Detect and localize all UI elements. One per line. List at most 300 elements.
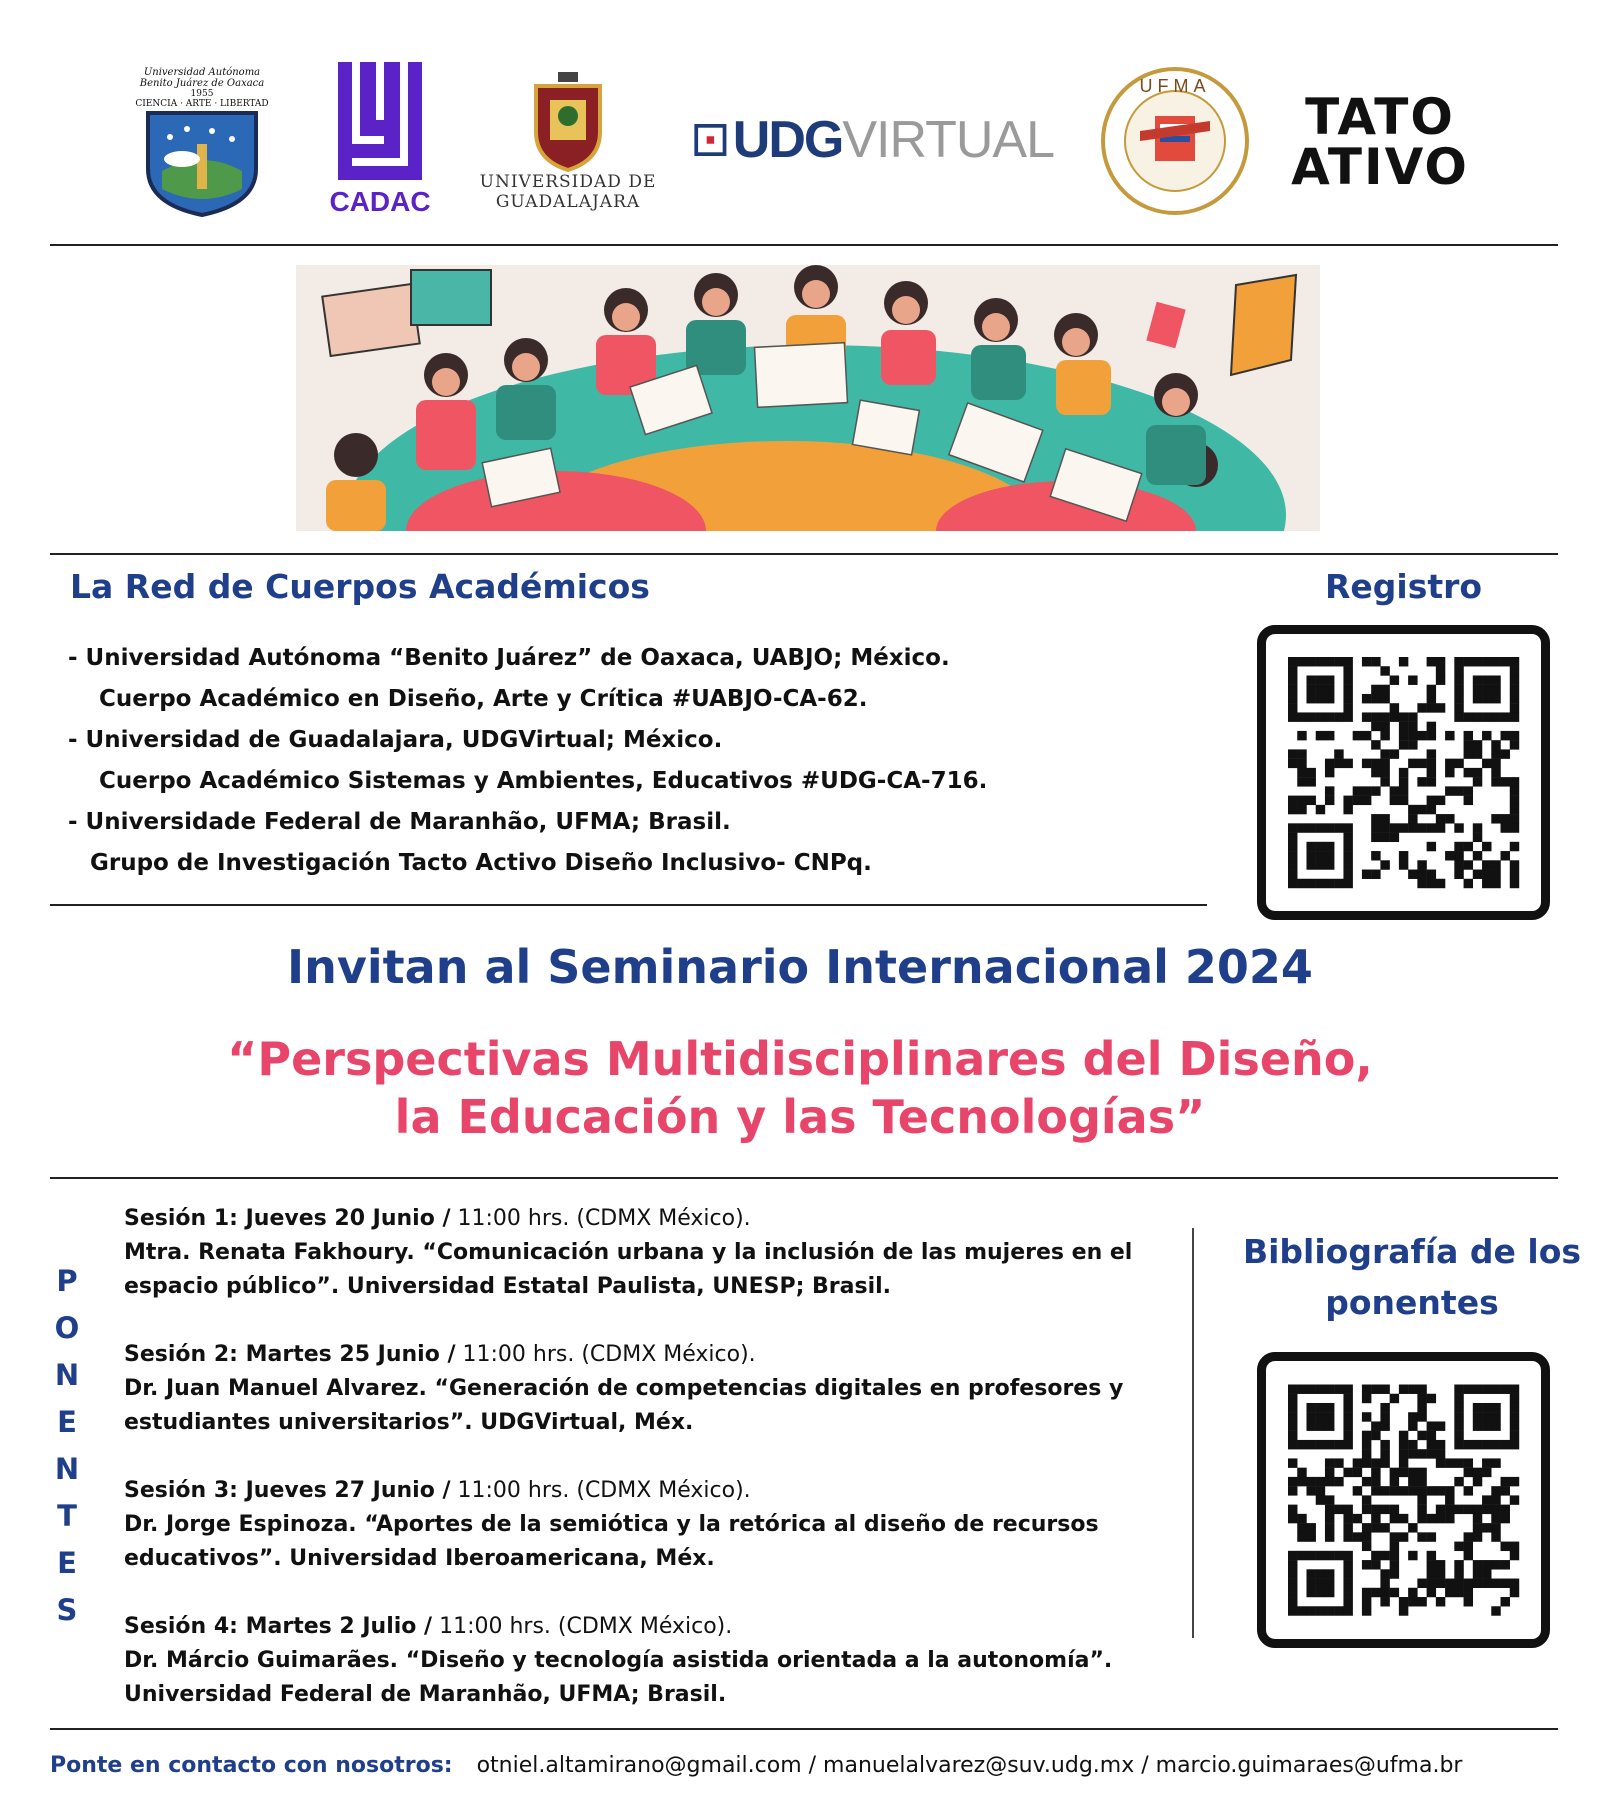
qr-module bbox=[1362, 731, 1371, 740]
qr-module bbox=[1464, 879, 1473, 888]
qr-module bbox=[1473, 1412, 1482, 1421]
qr-module bbox=[1491, 1385, 1500, 1394]
qr-module bbox=[1334, 1505, 1343, 1514]
qr-module bbox=[1390, 1588, 1399, 1597]
qr-module bbox=[1306, 1588, 1315, 1597]
qr-module bbox=[1501, 657, 1510, 666]
qr-module bbox=[1501, 712, 1510, 721]
qr-module bbox=[1408, 675, 1417, 684]
qr-module bbox=[1380, 1421, 1389, 1430]
qr-module bbox=[1436, 1486, 1445, 1495]
qr-module bbox=[1510, 870, 1519, 879]
qr-module bbox=[1417, 1385, 1426, 1394]
session-speaker: Dr. Juan Manuel Alvarez. “Generación de competencias digitales en profesores y bbox=[124, 1376, 1124, 1401]
qr-module bbox=[1510, 1403, 1519, 1412]
qr-module bbox=[1464, 749, 1473, 758]
udg-line2: GUADALAJARA bbox=[495, 192, 641, 212]
qr-module bbox=[1325, 768, 1334, 777]
divider-network bbox=[50, 904, 1207, 906]
qr-module bbox=[1408, 1412, 1417, 1421]
qr-module bbox=[1306, 1569, 1315, 1578]
qr-module bbox=[1510, 814, 1519, 823]
qr-module bbox=[1288, 1394, 1297, 1403]
udg-line1: UNIVERSIDAD DE bbox=[479, 172, 657, 192]
qr-module bbox=[1325, 823, 1334, 832]
qr-module bbox=[1371, 1560, 1380, 1569]
qr-module bbox=[1510, 1542, 1519, 1551]
qr-module bbox=[1473, 1569, 1482, 1578]
qr-module bbox=[1427, 1560, 1436, 1569]
qr-module bbox=[1288, 1560, 1297, 1569]
qr-module bbox=[1464, 1532, 1473, 1541]
qr-module bbox=[1501, 1560, 1510, 1569]
qr-module bbox=[1334, 879, 1343, 888]
qr-module bbox=[1353, 1486, 1362, 1495]
qr-module bbox=[1501, 1542, 1510, 1551]
qr-module bbox=[1316, 1486, 1325, 1495]
qr-module bbox=[1399, 1449, 1408, 1458]
ponentes-letter: T bbox=[57, 1499, 77, 1533]
qr-module bbox=[1445, 759, 1454, 768]
qr-module bbox=[1427, 694, 1436, 703]
qr-module bbox=[1491, 1505, 1500, 1514]
qr-module bbox=[1390, 1569, 1399, 1578]
qr-module bbox=[1343, 1523, 1352, 1532]
ponentes-letter: P bbox=[56, 1264, 78, 1298]
qr-module bbox=[1380, 1505, 1389, 1514]
qr-module bbox=[1343, 1569, 1352, 1578]
qr-module bbox=[1473, 1468, 1482, 1477]
qr-module bbox=[1390, 1551, 1399, 1560]
qr-module bbox=[1380, 1569, 1389, 1578]
qr-module bbox=[1390, 823, 1399, 832]
qr-module bbox=[1380, 1440, 1389, 1449]
network-line-2: Cuerpo Académico en Diseño, Arte y Crítica #UABJO-CA-62. bbox=[99, 686, 868, 712]
qr-module bbox=[1454, 759, 1463, 768]
qr-module bbox=[1491, 1532, 1500, 1541]
qr-module bbox=[1454, 870, 1463, 879]
qr-module bbox=[1510, 740, 1519, 749]
qr-module bbox=[1464, 740, 1473, 749]
sessions-list bbox=[124, 1202, 1154, 1746]
qr-module bbox=[1482, 759, 1491, 768]
qr-module bbox=[1371, 722, 1380, 731]
qr-module bbox=[1399, 823, 1408, 832]
qr-module bbox=[1297, 777, 1306, 786]
bibliografia-heading bbox=[1222, 1226, 1600, 1328]
qr-module bbox=[1473, 1421, 1482, 1430]
qr-module bbox=[1288, 1421, 1297, 1430]
qr-module bbox=[1306, 694, 1315, 703]
qr-module bbox=[1427, 879, 1436, 888]
qr-module bbox=[1445, 731, 1454, 740]
qr-module bbox=[1408, 1523, 1417, 1532]
qr-module bbox=[1408, 1449, 1417, 1458]
qr-module bbox=[1297, 759, 1306, 768]
cadac-label: CADAC bbox=[329, 186, 431, 217]
qr-module bbox=[1316, 685, 1325, 694]
qr-module bbox=[1288, 1505, 1297, 1514]
qr-module bbox=[1371, 851, 1380, 860]
qr-module bbox=[1343, 851, 1352, 860]
qr-module bbox=[1473, 1505, 1482, 1514]
qr-module bbox=[1427, 1421, 1436, 1430]
qr-module bbox=[1380, 1449, 1389, 1458]
qr-module bbox=[1510, 786, 1519, 795]
qr-module bbox=[1436, 879, 1445, 888]
divider-bottom bbox=[50, 1728, 1558, 1730]
qr-module bbox=[1380, 1597, 1389, 1606]
qr-module bbox=[1371, 833, 1380, 842]
qr-module bbox=[1436, 1560, 1445, 1569]
qr-module bbox=[1325, 759, 1334, 768]
qr-module bbox=[1510, 1551, 1519, 1560]
qr-module bbox=[1362, 1523, 1371, 1532]
qr-module bbox=[1491, 1421, 1500, 1430]
qr-module bbox=[1510, 805, 1519, 814]
qr-module bbox=[1343, 712, 1352, 721]
qr-module bbox=[1436, 814, 1445, 823]
qr-module bbox=[1510, 1421, 1519, 1430]
qr-module bbox=[1380, 1523, 1389, 1532]
qr-module bbox=[1371, 1458, 1380, 1467]
qr-module bbox=[1316, 675, 1325, 684]
qr-module bbox=[1445, 1458, 1454, 1467]
qr-module bbox=[1408, 1597, 1417, 1606]
qr-module bbox=[1306, 675, 1315, 684]
qr-module bbox=[1454, 1403, 1463, 1412]
qr-module bbox=[1353, 1458, 1362, 1467]
qr-module bbox=[1325, 694, 1334, 703]
qr-module bbox=[1399, 768, 1408, 777]
qr-module bbox=[1306, 1477, 1315, 1486]
contact-label: Ponte en contacto con nosotros: bbox=[50, 1753, 453, 1778]
qr-module bbox=[1510, 1495, 1519, 1504]
qr-module bbox=[1501, 1440, 1510, 1449]
qr-module bbox=[1464, 1542, 1473, 1551]
qr-module bbox=[1371, 1505, 1380, 1514]
qr-module bbox=[1371, 1431, 1380, 1440]
qr-module bbox=[1454, 675, 1463, 684]
qr-module bbox=[1288, 712, 1297, 721]
qr-module bbox=[1306, 685, 1315, 694]
qr-module bbox=[1334, 1551, 1343, 1560]
qr-module bbox=[1362, 1431, 1371, 1440]
qr-module bbox=[1325, 1458, 1334, 1467]
qr-module bbox=[1510, 1394, 1519, 1403]
qr-module bbox=[1371, 1588, 1380, 1597]
qr-module bbox=[1436, 1440, 1445, 1449]
qr-module bbox=[1371, 1421, 1380, 1430]
qr-module bbox=[1417, 1412, 1426, 1421]
qr-module bbox=[1390, 1505, 1399, 1514]
session-speaker: Dr. Jorge Espinoza. “Aportes de la semiótica y la retórica al diseño de recursos bbox=[124, 1512, 1099, 1537]
qr-module bbox=[1436, 666, 1445, 675]
qr-module bbox=[1445, 814, 1454, 823]
qr-module bbox=[1316, 860, 1325, 869]
qr-module bbox=[1325, 1523, 1334, 1532]
session-time: 11:00 hrs. (CDMX México). bbox=[455, 1342, 756, 1367]
qr-module bbox=[1334, 1385, 1343, 1394]
qr-module bbox=[1371, 685, 1380, 694]
ufma-label: UFMA bbox=[1139, 76, 1211, 96]
qr-module bbox=[1343, 759, 1352, 768]
qr-module bbox=[1316, 1477, 1325, 1486]
qr-module bbox=[1343, 1532, 1352, 1541]
qr-module bbox=[1427, 1431, 1436, 1440]
qr-module bbox=[1362, 1542, 1371, 1551]
qr-module bbox=[1288, 1588, 1297, 1597]
qr-module bbox=[1316, 851, 1325, 860]
qr-module bbox=[1288, 833, 1297, 842]
session-affiliation: estudiantes universitarios”. UDGVirtual, Méx. bbox=[124, 1410, 694, 1435]
qr-module bbox=[1399, 1385, 1408, 1394]
qr-module bbox=[1454, 860, 1463, 869]
session-time: 11:00 hrs. (CDMX México). bbox=[450, 1478, 751, 1503]
qr-module bbox=[1427, 1588, 1436, 1597]
qr-module bbox=[1343, 1551, 1352, 1560]
qr-module bbox=[1325, 1514, 1334, 1523]
qr-module bbox=[1316, 1606, 1325, 1615]
qr-module bbox=[1501, 1486, 1510, 1495]
qr-module bbox=[1325, 796, 1334, 805]
qr-module bbox=[1343, 842, 1352, 851]
session-head: Sesión 3: Jueves 27 Junio / bbox=[124, 1478, 451, 1503]
qr-module bbox=[1325, 851, 1334, 860]
qr-module bbox=[1427, 749, 1436, 758]
qr-module bbox=[1288, 796, 1297, 805]
qr-module bbox=[1464, 657, 1473, 666]
qr-module bbox=[1464, 1588, 1473, 1597]
qr-module bbox=[1371, 823, 1380, 832]
qr-module bbox=[1325, 1579, 1334, 1588]
qr-module bbox=[1417, 1495, 1426, 1504]
uabjo-motto: CIENCIA · ARTE · LIBERTAD bbox=[135, 99, 269, 109]
qr-module bbox=[1408, 759, 1417, 768]
qr-module bbox=[1334, 1477, 1343, 1486]
qr-module bbox=[1501, 823, 1510, 832]
qr-module bbox=[1380, 1458, 1389, 1467]
qr-module bbox=[1491, 1486, 1500, 1495]
qr-module bbox=[1464, 1385, 1473, 1394]
qr-module bbox=[1445, 1588, 1454, 1597]
qr-module bbox=[1454, 1394, 1463, 1403]
qr-module bbox=[1427, 759, 1436, 768]
qr-module bbox=[1491, 1495, 1500, 1504]
qr-module bbox=[1343, 1412, 1352, 1421]
qr-module bbox=[1399, 1440, 1408, 1449]
qr-module bbox=[1343, 805, 1352, 814]
sessions-divider bbox=[1192, 1228, 1194, 1638]
qr-module bbox=[1427, 1532, 1436, 1541]
qr-module bbox=[1306, 842, 1315, 851]
qr-module bbox=[1325, 1505, 1334, 1514]
qr-module bbox=[1325, 685, 1334, 694]
qr-module bbox=[1399, 1597, 1408, 1606]
qr-module bbox=[1454, 685, 1463, 694]
qr-module bbox=[1473, 1523, 1482, 1532]
qr-module bbox=[1343, 1403, 1352, 1412]
qr-module bbox=[1288, 1551, 1297, 1560]
qr-module bbox=[1417, 703, 1426, 712]
group-discussion-illustration bbox=[296, 265, 1320, 531]
qr-module bbox=[1464, 1458, 1473, 1467]
contact-emails[interactable]: otniel.altamirano@gmail.com / manuelalvarez@suv.udg.mx / marcio.guimaraes@ufma.br bbox=[476, 1753, 1463, 1778]
qr-module bbox=[1473, 740, 1482, 749]
session-head: Sesión 1: Jueves 20 Junio / bbox=[124, 1206, 451, 1231]
qr-module bbox=[1343, 1431, 1352, 1440]
qr-module bbox=[1427, 1551, 1436, 1560]
qr-module bbox=[1491, 777, 1500, 786]
qr-module bbox=[1417, 1597, 1426, 1606]
qr-module bbox=[1510, 1412, 1519, 1421]
qr-module bbox=[1325, 1588, 1334, 1597]
qr-module bbox=[1445, 1579, 1454, 1588]
session-head: Sesión 2: Martes 25 Junio / bbox=[124, 1342, 456, 1367]
qr-module bbox=[1464, 796, 1473, 805]
qr-module bbox=[1510, 666, 1519, 675]
ponentes-letter: E bbox=[57, 1546, 77, 1580]
qr-module bbox=[1316, 731, 1325, 740]
qr-module bbox=[1510, 675, 1519, 684]
qr-module bbox=[1454, 1505, 1463, 1514]
qr-module bbox=[1390, 1560, 1399, 1569]
qr-module bbox=[1491, 1579, 1500, 1588]
qr-module bbox=[1343, 1597, 1352, 1606]
qr-module bbox=[1427, 805, 1436, 814]
qr-module bbox=[1380, 777, 1389, 786]
registro-heading: Registro bbox=[1325, 567, 1483, 606]
qr-module bbox=[1390, 703, 1399, 712]
qr-module bbox=[1482, 1412, 1491, 1421]
qr-module bbox=[1306, 851, 1315, 860]
qr-module bbox=[1371, 740, 1380, 749]
qr-module bbox=[1482, 1403, 1491, 1412]
qr-module bbox=[1362, 1385, 1371, 1394]
qr-module bbox=[1306, 1606, 1315, 1615]
qr-module bbox=[1491, 694, 1500, 703]
qr-module bbox=[1325, 1403, 1334, 1412]
qr-module bbox=[1408, 1385, 1417, 1394]
qr-module bbox=[1288, 1431, 1297, 1440]
qr-module bbox=[1464, 786, 1473, 795]
qr-module bbox=[1343, 685, 1352, 694]
qr-module bbox=[1362, 796, 1371, 805]
qr-module bbox=[1343, 1579, 1352, 1588]
qr-module bbox=[1380, 1385, 1389, 1394]
qr-module bbox=[1454, 1431, 1463, 1440]
qr-module bbox=[1288, 1412, 1297, 1421]
qr-module bbox=[1473, 657, 1482, 666]
qr-module bbox=[1399, 851, 1408, 860]
qr-module bbox=[1306, 879, 1315, 888]
session-head: Sesión 4: Martes 2 Julio / bbox=[124, 1614, 433, 1639]
qr-module bbox=[1362, 1449, 1371, 1458]
qr-module bbox=[1306, 1440, 1315, 1449]
qr-module bbox=[1417, 1403, 1426, 1412]
qr-module bbox=[1325, 879, 1334, 888]
qr-module bbox=[1362, 759, 1371, 768]
qr-module bbox=[1325, 1495, 1334, 1504]
qr-module bbox=[1417, 731, 1426, 740]
qr-module bbox=[1362, 657, 1371, 666]
qr-module bbox=[1454, 823, 1463, 832]
qr-module bbox=[1445, 1486, 1454, 1495]
qr-module bbox=[1454, 1385, 1463, 1394]
qr-module bbox=[1510, 879, 1519, 888]
qr-module bbox=[1362, 1394, 1371, 1403]
qr-module bbox=[1288, 759, 1297, 768]
qr-module bbox=[1473, 1440, 1482, 1449]
qr-module bbox=[1417, 1477, 1426, 1486]
qr-module bbox=[1343, 703, 1352, 712]
qr-module bbox=[1427, 823, 1436, 832]
registro-qr-code[interactable] bbox=[1257, 625, 1550, 920]
qr-module bbox=[1464, 1597, 1473, 1606]
qr-module bbox=[1491, 1560, 1500, 1569]
qr-module bbox=[1343, 1606, 1352, 1615]
divider-illustration bbox=[50, 553, 1558, 555]
qr-module bbox=[1482, 1440, 1491, 1449]
qr-module bbox=[1343, 657, 1352, 666]
qr-module bbox=[1362, 1412, 1371, 1421]
qr-module bbox=[1306, 1532, 1315, 1541]
qr-module bbox=[1408, 814, 1417, 823]
qr-module bbox=[1325, 731, 1334, 740]
qr-module bbox=[1297, 805, 1306, 814]
qr-module bbox=[1436, 1569, 1445, 1578]
qr-module bbox=[1316, 1551, 1325, 1560]
bibliografia-qr-code[interactable] bbox=[1257, 1352, 1550, 1648]
qr-module bbox=[1297, 1440, 1306, 1449]
qr-module bbox=[1390, 1468, 1399, 1477]
qr-module bbox=[1454, 666, 1463, 675]
qr-module bbox=[1325, 1385, 1334, 1394]
qr-module bbox=[1297, 731, 1306, 740]
qr-module bbox=[1491, 749, 1500, 758]
qr-module bbox=[1464, 1551, 1473, 1560]
qr-module bbox=[1510, 860, 1519, 869]
qr-module bbox=[1417, 759, 1426, 768]
ufma-logo bbox=[1100, 66, 1250, 216]
network-line-3: - Universidad de Guadalajara, UDGVirtual; México. bbox=[68, 727, 723, 753]
qr-module bbox=[1297, 1551, 1306, 1560]
qr-module bbox=[1316, 1588, 1325, 1597]
qr-module bbox=[1399, 1486, 1408, 1495]
qr-module bbox=[1491, 712, 1500, 721]
qr-module bbox=[1501, 851, 1510, 860]
session-affiliation: educativos”. Universidad Iberoamericana, Méx. bbox=[124, 1546, 715, 1571]
qr-module bbox=[1297, 712, 1306, 721]
qr-module bbox=[1288, 860, 1297, 869]
qr-module bbox=[1510, 1440, 1519, 1449]
qr-module bbox=[1325, 1569, 1334, 1578]
qr-module bbox=[1371, 786, 1380, 795]
tato-line2: ATIVO bbox=[1291, 138, 1469, 196]
qr-module bbox=[1362, 1495, 1371, 1504]
qr-module bbox=[1306, 1403, 1315, 1412]
qr-module bbox=[1334, 749, 1343, 758]
qr-module bbox=[1343, 1468, 1352, 1477]
qr-module bbox=[1473, 851, 1482, 860]
qr-module bbox=[1362, 1505, 1371, 1514]
qr-module bbox=[1482, 842, 1491, 851]
qr-module bbox=[1436, 1579, 1445, 1588]
qr-module bbox=[1473, 833, 1482, 842]
qr-module bbox=[1380, 694, 1389, 703]
qr-module bbox=[1417, 860, 1426, 869]
qr-module bbox=[1297, 1477, 1306, 1486]
